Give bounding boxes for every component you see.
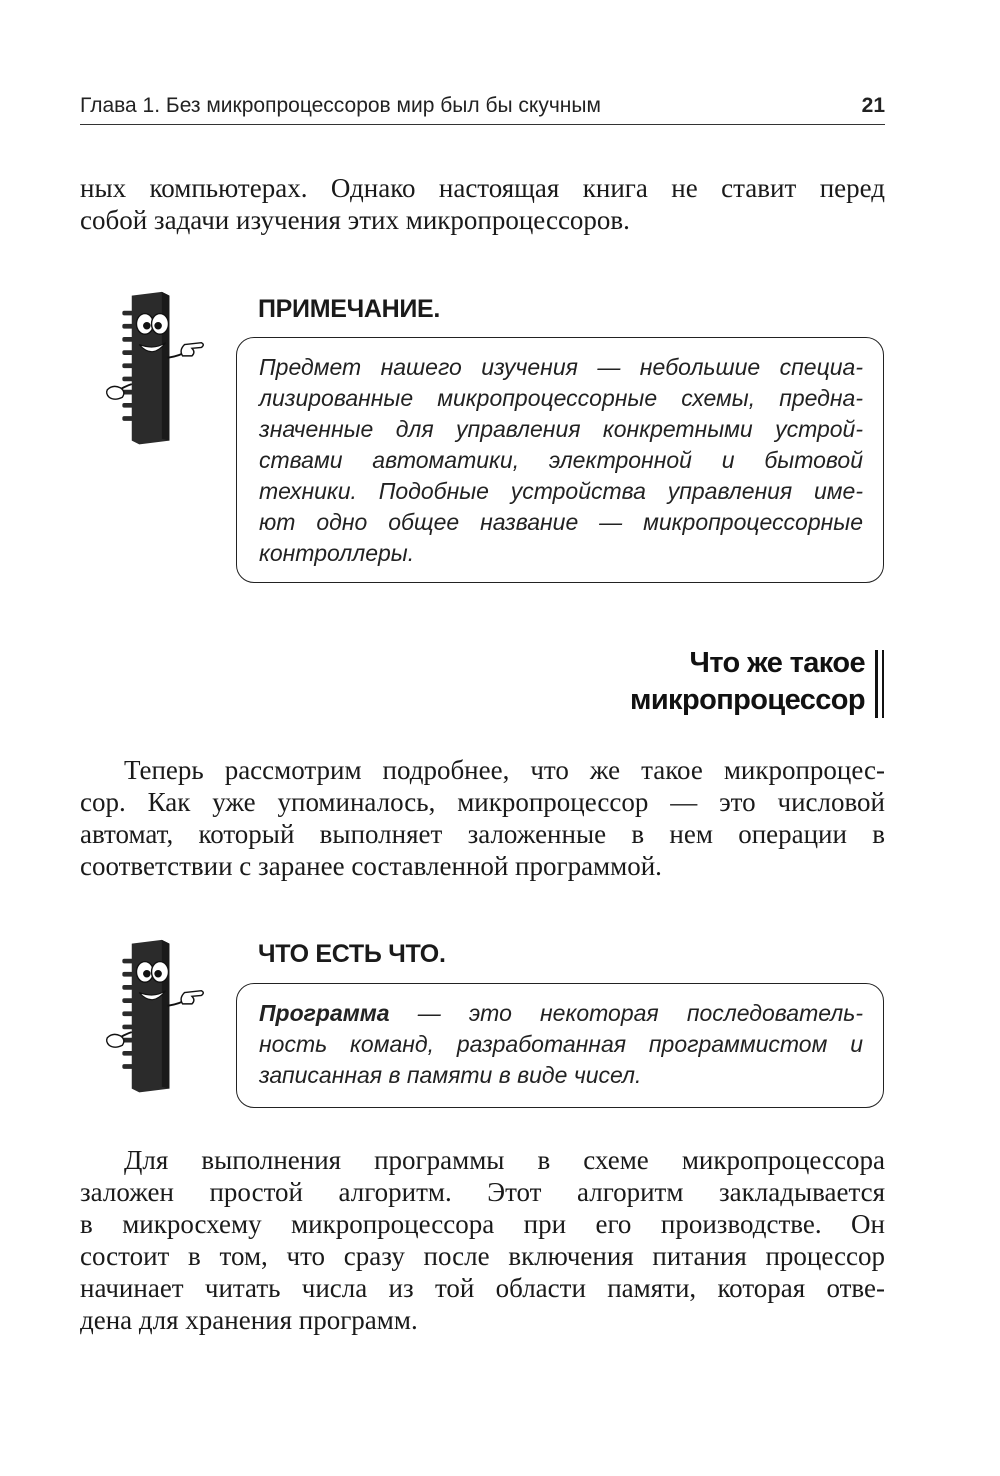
note-line: значенные для управления конкретными устрой- <box>259 416 863 442</box>
chapter-title: Глава 1. Без микропроцессоров мир был бы скучным <box>80 94 601 117</box>
page-number: 21 <box>861 94 885 117</box>
definition-line <box>259 998 863 1029</box>
paragraph-line: собой задачи изучения этих микропроцессоров. <box>80 205 630 235</box>
definition-line-rest: — это некоторая последователь- <box>389 1000 863 1026</box>
note-line: ствами автоматики, электронной и бытовой <box>259 447 863 473</box>
note-box <box>236 337 884 583</box>
paragraph-line: состоит в том, что сразу после включения питания процессор <box>80 1241 885 1271</box>
section-heading <box>630 645 865 719</box>
note-line: лизированные микропроцессорные схемы, предна- <box>259 385 863 411</box>
definition-line: ность команд, разработанная программистом и <box>259 1031 863 1057</box>
paragraph-algorithm <box>80 1144 885 1336</box>
definition-title: ЧТО ЕСТЬ ЧТО. <box>258 940 446 968</box>
paragraph-line: дена для хранения программ. <box>80 1305 418 1335</box>
section-heading-line: Что же такое <box>689 647 865 679</box>
definition-term: Программа <box>259 1000 390 1026</box>
microchip-mascot-icon <box>100 938 220 1098</box>
paragraph-line: Для выполнения программы в схеме микропроцессора <box>124 1145 885 1175</box>
note-line: контроллеры. <box>259 540 415 566</box>
note-line: Предмет нашего изучения — небольшие специа- <box>259 354 863 380</box>
paragraph-line: заложен простой алгоритм. Этот алгоритм закладывается <box>80 1177 885 1207</box>
paragraph-line: сор. Как уже упоминалось, микропроцессор — это числовой <box>80 787 885 817</box>
paragraph-line: ных компьютерах. Однако настоящая книга не ставит перед <box>80 173 885 203</box>
paragraph-continuation <box>80 172 885 236</box>
section-rule <box>875 650 878 718</box>
paragraph-line: Теперь рассмотрим подробнее, что же такое микропроцес- <box>124 755 885 785</box>
paragraph-definition-intro <box>80 754 885 882</box>
paragraph-line: в микросхему микропроцессора при его производстве. Он <box>80 1209 885 1239</box>
note-line: техники. Подобные устройства управления име- <box>259 478 863 504</box>
paragraph-line: автомат, который выполняет заложенные в нем операции в <box>80 819 885 849</box>
section-heading-line: микропроцессор <box>629 684 865 716</box>
paragraph-line: начинает читать числа из той области памяти, которая отве- <box>80 1273 885 1303</box>
section-rule <box>882 650 884 718</box>
microchip-mascot-icon <box>100 290 220 450</box>
running-header <box>80 94 885 125</box>
definition-box <box>236 983 884 1108</box>
definition-line: записанная в памяти в виде чисел. <box>259 1062 642 1088</box>
note-title: ПРИМЕЧАНИЕ. <box>258 295 441 323</box>
note-line: ют одно общее название — микропроцессорные <box>259 509 863 535</box>
paragraph-line: соответствии с заранее составленной программой. <box>80 851 662 881</box>
